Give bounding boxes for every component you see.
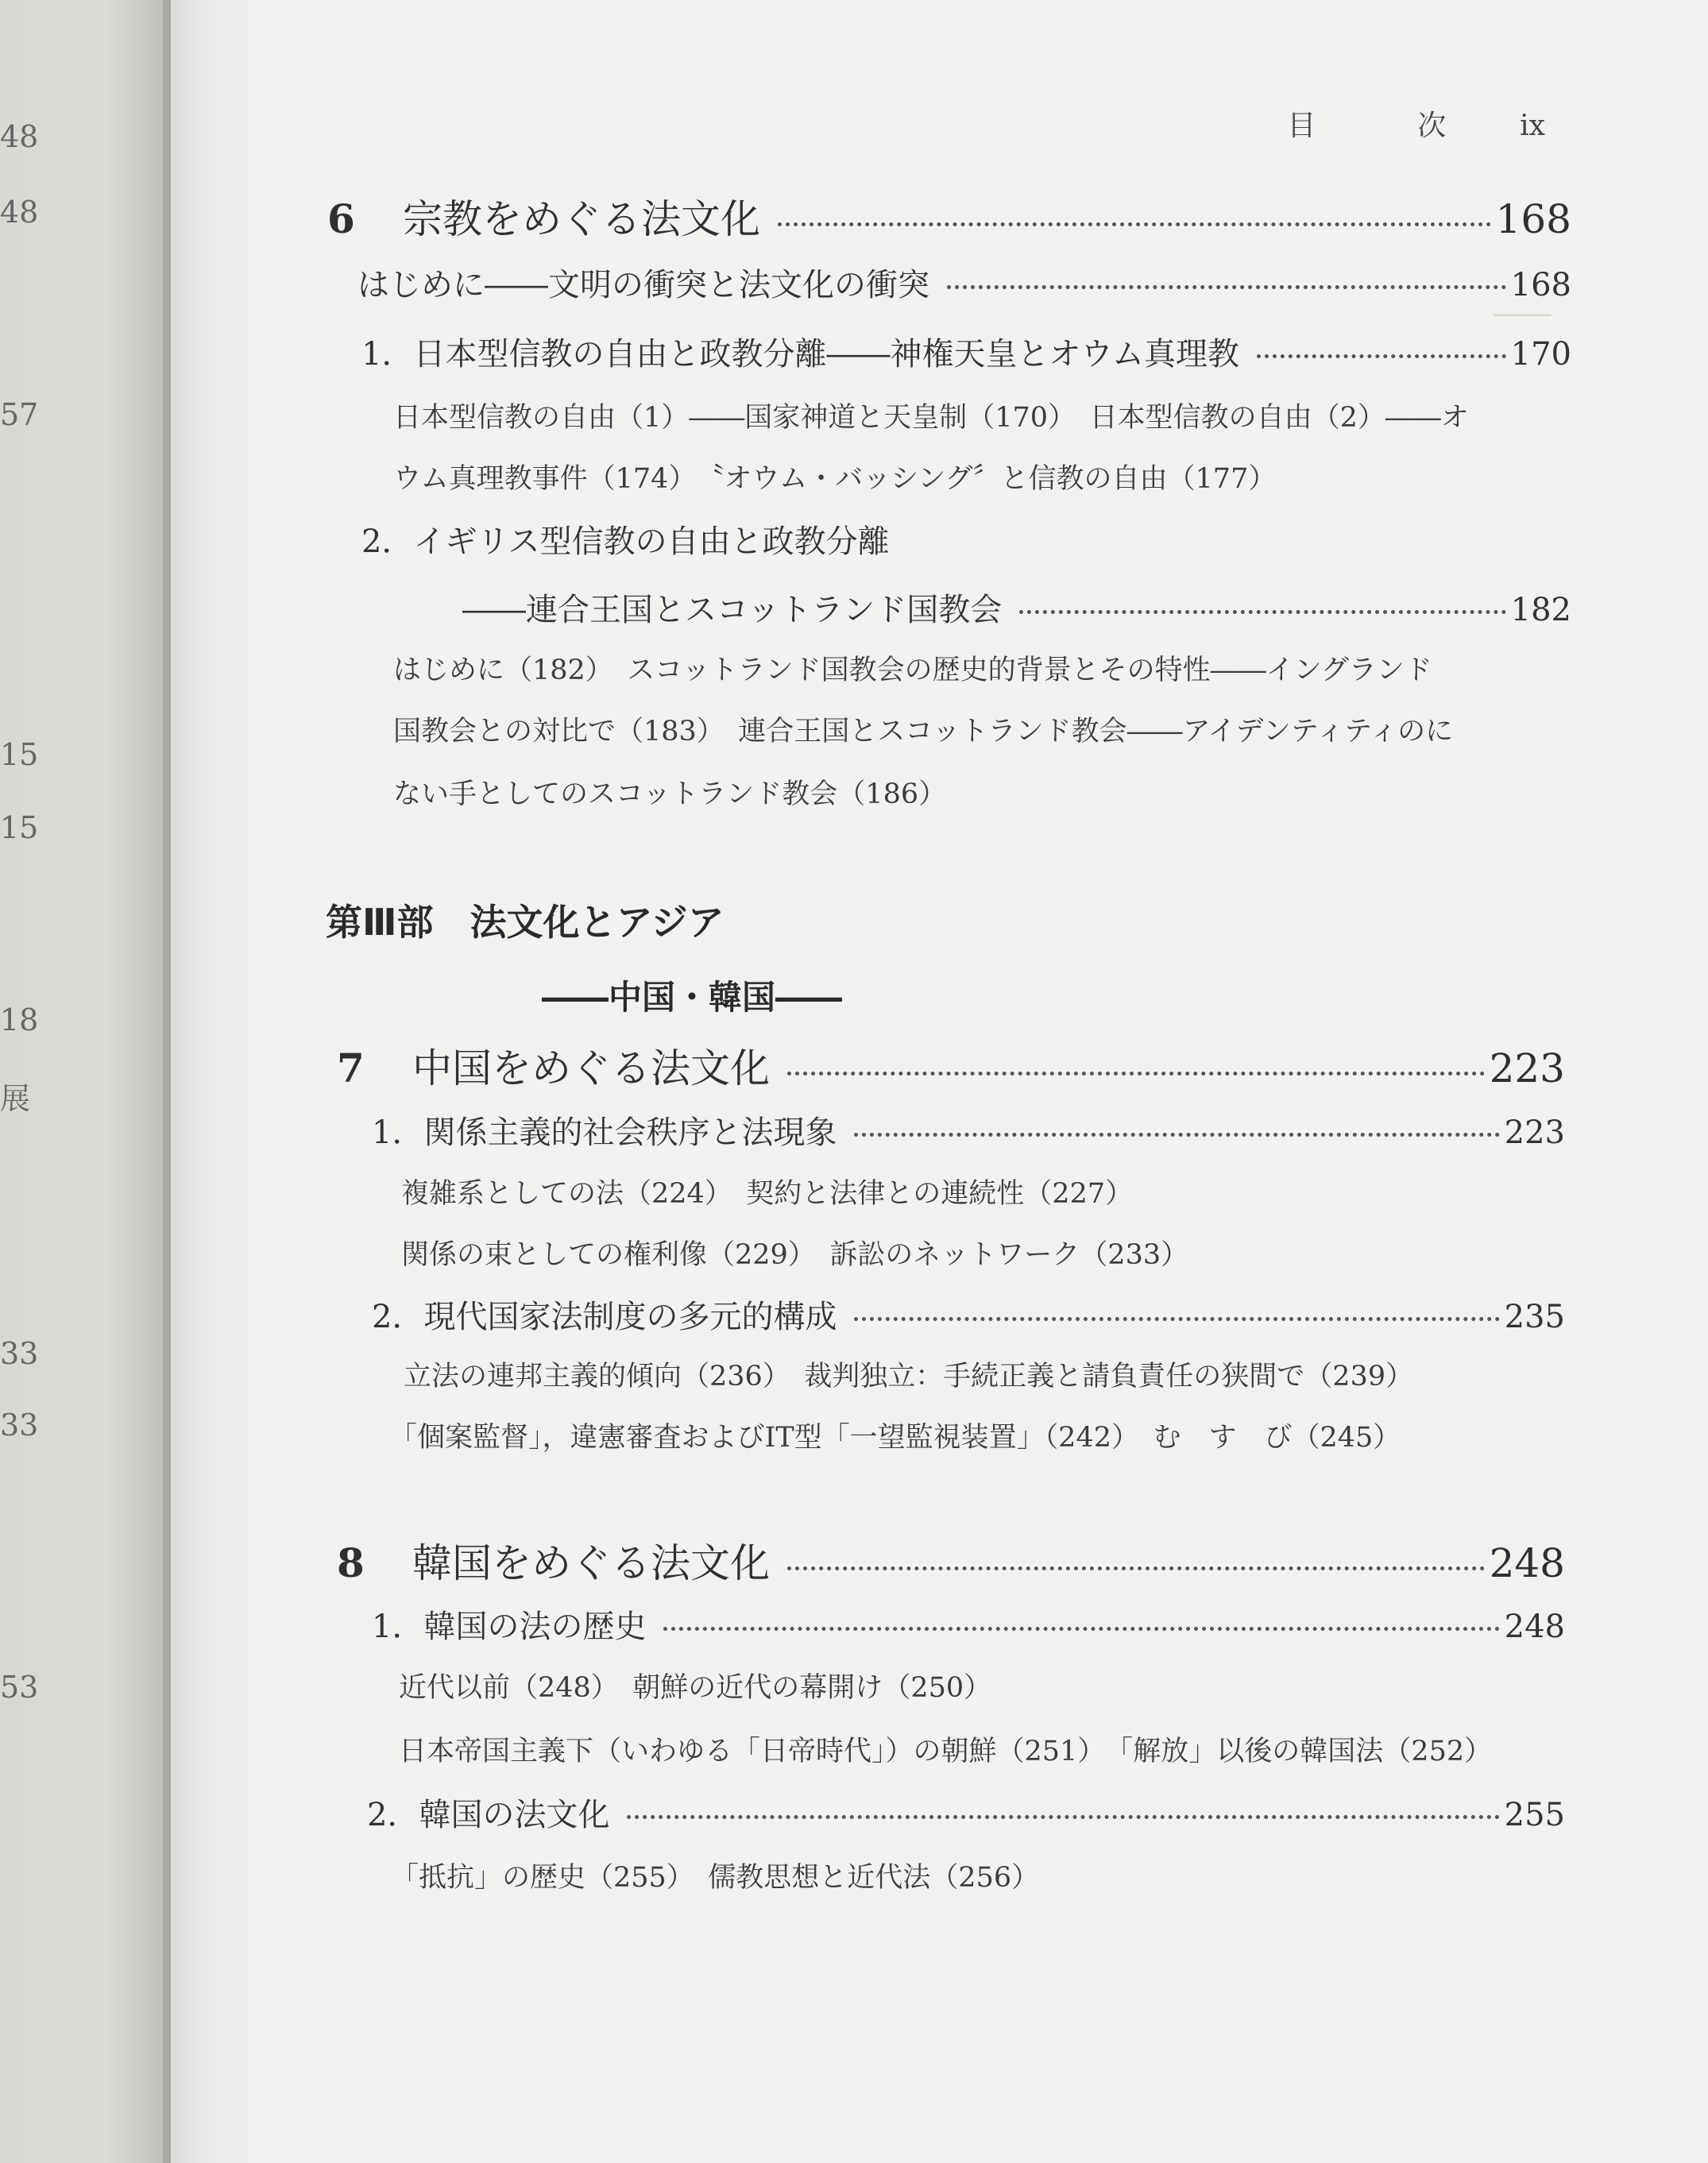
section-title: 2．イギリス型信教の自由と政教分離: [361, 523, 890, 560]
header-page-number: ix: [1520, 110, 1545, 142]
subsection-line: ウム真理教事件（174） 〝オウム・バッシング〞と信教の自由（177）: [393, 463, 1277, 495]
toc-section-6-1[interactable]: [361, 329, 1571, 374]
subsection-line: 「個案監督」，違憲審査およびIT型「一望監視装置」（242） む す び（245）: [389, 1422, 1401, 1454]
dot-leader: [854, 1317, 1499, 1321]
left-margin-number: 33: [0, 1336, 39, 1371]
left-margin-number: 展: [0, 1081, 31, 1116]
dot-leader: [1257, 354, 1506, 358]
chapter-title: 宗教をめぐる法文化: [403, 196, 760, 242]
toc-section-intro[interactable]: [357, 260, 1571, 305]
show-through-shadow: ────: [1494, 302, 1551, 330]
page-number: 182: [1510, 592, 1571, 628]
toc-chapter-6[interactable]: [327, 187, 1571, 245]
toc-section-8-2[interactable]: [367, 1790, 1565, 1835]
header-label: 目: [1287, 110, 1316, 142]
page-number: 168: [1495, 196, 1571, 242]
page-number: 248: [1489, 1540, 1565, 1586]
subsection-line: 日本帝国主義下（いわゆる「日帝時代」）の朝鮮（251） 「解放」以後の韓国法（252）: [399, 1736, 1493, 1767]
subsection-line: 関係の束としての権利像（229） 訴訟のネットワーク（233）: [401, 1239, 1189, 1271]
chapter-number: 8: [337, 1539, 365, 1586]
subsection-line: 「抵抗」の歴史（255） 儒教思想と近代法（256）: [391, 1862, 1040, 1894]
dot-leader: [1019, 610, 1505, 614]
running-header: [1287, 103, 1545, 144]
dot-leader: [787, 1566, 1485, 1570]
subsection-line: 国教会との対比で（183） 連合王国とスコットランド教会――アイデンティティのに: [393, 716, 1454, 747]
section-title: 1．韓国の法の歴史: [372, 1609, 647, 1645]
section-title: 2．韓国の法文化: [367, 1797, 610, 1833]
page-gutter-shadow: [163, 0, 258, 2163]
page-number: 170: [1510, 336, 1571, 373]
part-title: 第Ⅲ部 法文化とアジア: [326, 901, 725, 944]
section-title: 2．現代国家法制度の多元的構成: [372, 1299, 837, 1335]
left-margin-number: 48: [0, 195, 39, 230]
chapter-number: 7: [337, 1045, 365, 1091]
subsection-line: 立法の連邦主義的傾向（236） 裁判独立：手続正義と請負責任の狭間で（239）: [404, 1361, 1414, 1392]
left-margin-number: 48: [0, 119, 39, 154]
toc-chapter-7[interactable]: [337, 1037, 1565, 1094]
dot-leader: [787, 1072, 1485, 1076]
left-margin-number: 15: [0, 737, 39, 772]
left-margin-number: 57: [0, 397, 39, 432]
chapter-number: 6: [327, 195, 355, 242]
toc-section-7-2[interactable]: [372, 1292, 1565, 1337]
header-label: 次: [1417, 110, 1447, 142]
left-margin-number: 18: [0, 1002, 39, 1037]
page-number: 223: [1489, 1045, 1565, 1091]
subsection-line: 複雑系としての法（224） 契約と法律との連続性（227）: [401, 1178, 1134, 1210]
left-margin-number: 33: [0, 1408, 39, 1443]
subsection-line: 日本型信教の自由（1）――国家神道と天皇制（170） 日本型信教の自由（2）――オ: [393, 402, 1469, 434]
chapter-title: 韓国をめぐる法文化: [412, 1540, 770, 1586]
part-subtitle: ――中国・韓国――: [542, 978, 843, 1017]
toc-section-7-1[interactable]: [372, 1107, 1565, 1153]
toc-section-8-1[interactable]: [372, 1601, 1565, 1647]
page-number: 168: [1510, 267, 1571, 303]
page-number: 223: [1504, 1114, 1565, 1151]
chapter-title: 中国をめぐる法文化: [412, 1045, 770, 1091]
dot-leader: [947, 285, 1506, 289]
subsection-line: はじめに（182） スコットランド国教会の歴史的背景とその特性――イングランド: [393, 655, 1432, 686]
toc-chapter-8[interactable]: [337, 1531, 1565, 1589]
left-margin-number: 53: [0, 1670, 39, 1705]
dot-leader: [854, 1133, 1499, 1137]
section-title: はじめに――文明の衝突と法文化の衝突: [357, 267, 929, 303]
dot-leader: [627, 1815, 1499, 1819]
dot-leader: [778, 222, 1491, 226]
left-margin-number: 15: [0, 810, 39, 845]
toc-section-6-2-subtitle[interactable]: [462, 585, 1571, 630]
subsection-line: 近代以前（248） 朝鮮の近代の幕開け（250）: [399, 1672, 992, 1704]
section-subtitle: ――連合王国とスコットランド国教会: [462, 592, 1003, 628]
dot-leader: [663, 1627, 1499, 1631]
page-number: 235: [1504, 1299, 1565, 1335]
page-number: 255: [1504, 1797, 1565, 1833]
left-page-edge: [0, 0, 171, 2163]
page-number: 248: [1504, 1609, 1565, 1645]
toc-section-6-2[interactable]: [361, 516, 1571, 562]
section-title: 1．日本型信教の自由と政教分離――神権天皇とオウム真理教: [361, 336, 1240, 373]
subsection-line: ない手としてのスコットランド教会（186）: [393, 778, 947, 810]
section-title: 1．関係主義的社会秩序と法現象: [372, 1114, 837, 1151]
